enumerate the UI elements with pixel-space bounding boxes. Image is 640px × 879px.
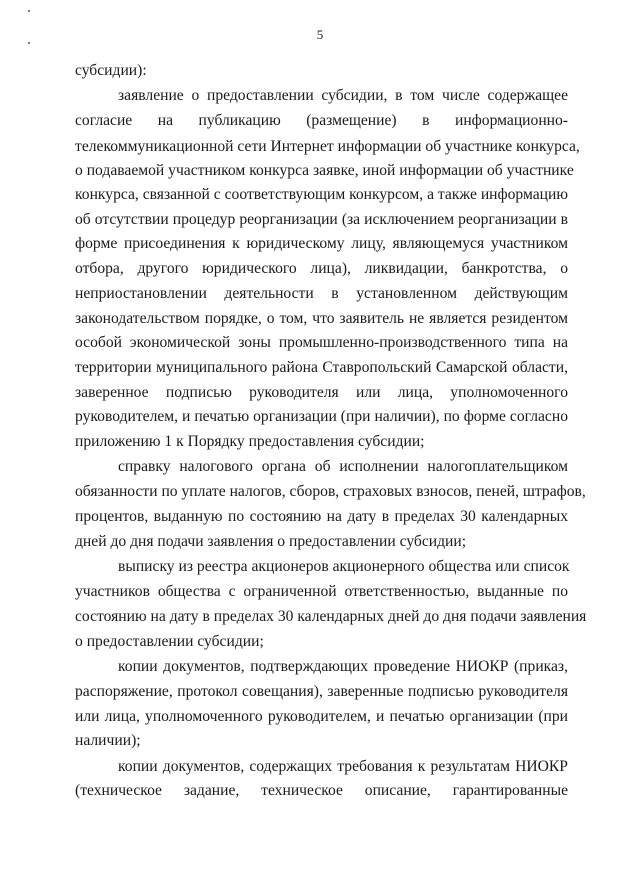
text-line: (техническое задание, техническое описание, гарантированные	[75, 782, 568, 799]
text-line: наличии);	[75, 732, 141, 749]
text-line: заявление о предоставлении субсидии, в том числе содержащее	[118, 87, 568, 104]
text-line: руководителем, и печатью организации (при наличии), по форме согласно	[75, 408, 568, 425]
text-line: конкурса, связанной с соответствующим конкурсом, а также информацию	[75, 186, 568, 203]
text-line: территории муниципального района Ставропольский Самарской области,	[75, 359, 568, 376]
text-line: отбора, другого юридического лица), ликвидации, банкротства, о	[75, 260, 568, 277]
text-line: заверенное подписью руководителя или лица, уполномоченного	[75, 384, 568, 401]
text-line: обязанности по уплате налогов, сборов, страховых взносов, пеней, штрафов,	[75, 483, 586, 500]
text-line: дней до дня подачи заявления о предоставлении субсидии;	[75, 533, 467, 550]
scan-mark	[28, 10, 30, 12]
text-line: форме присоединения к юридическому лицу, являющемуся участником	[75, 235, 568, 252]
text-line: копии документов, подтверждающих проведение НИОКР (приказ,	[118, 658, 568, 675]
text-line: процентов, выданную по состоянию на дату в пределах 30 календарных	[75, 508, 568, 525]
text-line: приложению 1 к Порядку предоставления субсидии;	[75, 433, 425, 450]
text-line: выписку из реестра акционеров акционерного общества или список	[118, 558, 570, 575]
text-line: участников общества с ограниченной ответственностью, выданные по	[75, 583, 568, 600]
text-line: субсидии):	[75, 62, 147, 79]
text-line: копии документов, содержащих требования к результатам НИОКР	[118, 758, 568, 775]
text-line: об отсутствии процедур реорганизации (за исключением реорганизации в	[75, 211, 568, 228]
text-line: особой экономической зоны промышленно-производственного типа на	[75, 334, 568, 351]
text-line: или лица, уполномоченного руководителем, и печатью организации (при	[75, 708, 568, 725]
text-line: о подаваемой участником конкурса заявке, иной информации об участнике	[75, 162, 574, 179]
text-line: о предоставлении субсидии;	[75, 633, 264, 650]
text-line: состоянию на дату в пределах 30 календарных дней до дня подачи заявления	[75, 608, 587, 625]
text-line: справку налогового органа об исполнении налогоплательщиком	[118, 458, 568, 475]
page-number: 5	[316, 27, 324, 42]
text-line: неприостановлении деятельности в установленном действующим	[75, 285, 568, 302]
text-line: телекоммуникационной сети Интернет информации об участнике конкурса,	[75, 138, 580, 155]
text-line: распоряжение, протокол совещания), заверенные подписью руководителя	[75, 683, 568, 700]
text-line: согласие на публикацию (размещение) в информационно-	[75, 112, 568, 129]
text-line: законодательством порядке, о том, что заявитель не является резидентом	[75, 310, 568, 327]
